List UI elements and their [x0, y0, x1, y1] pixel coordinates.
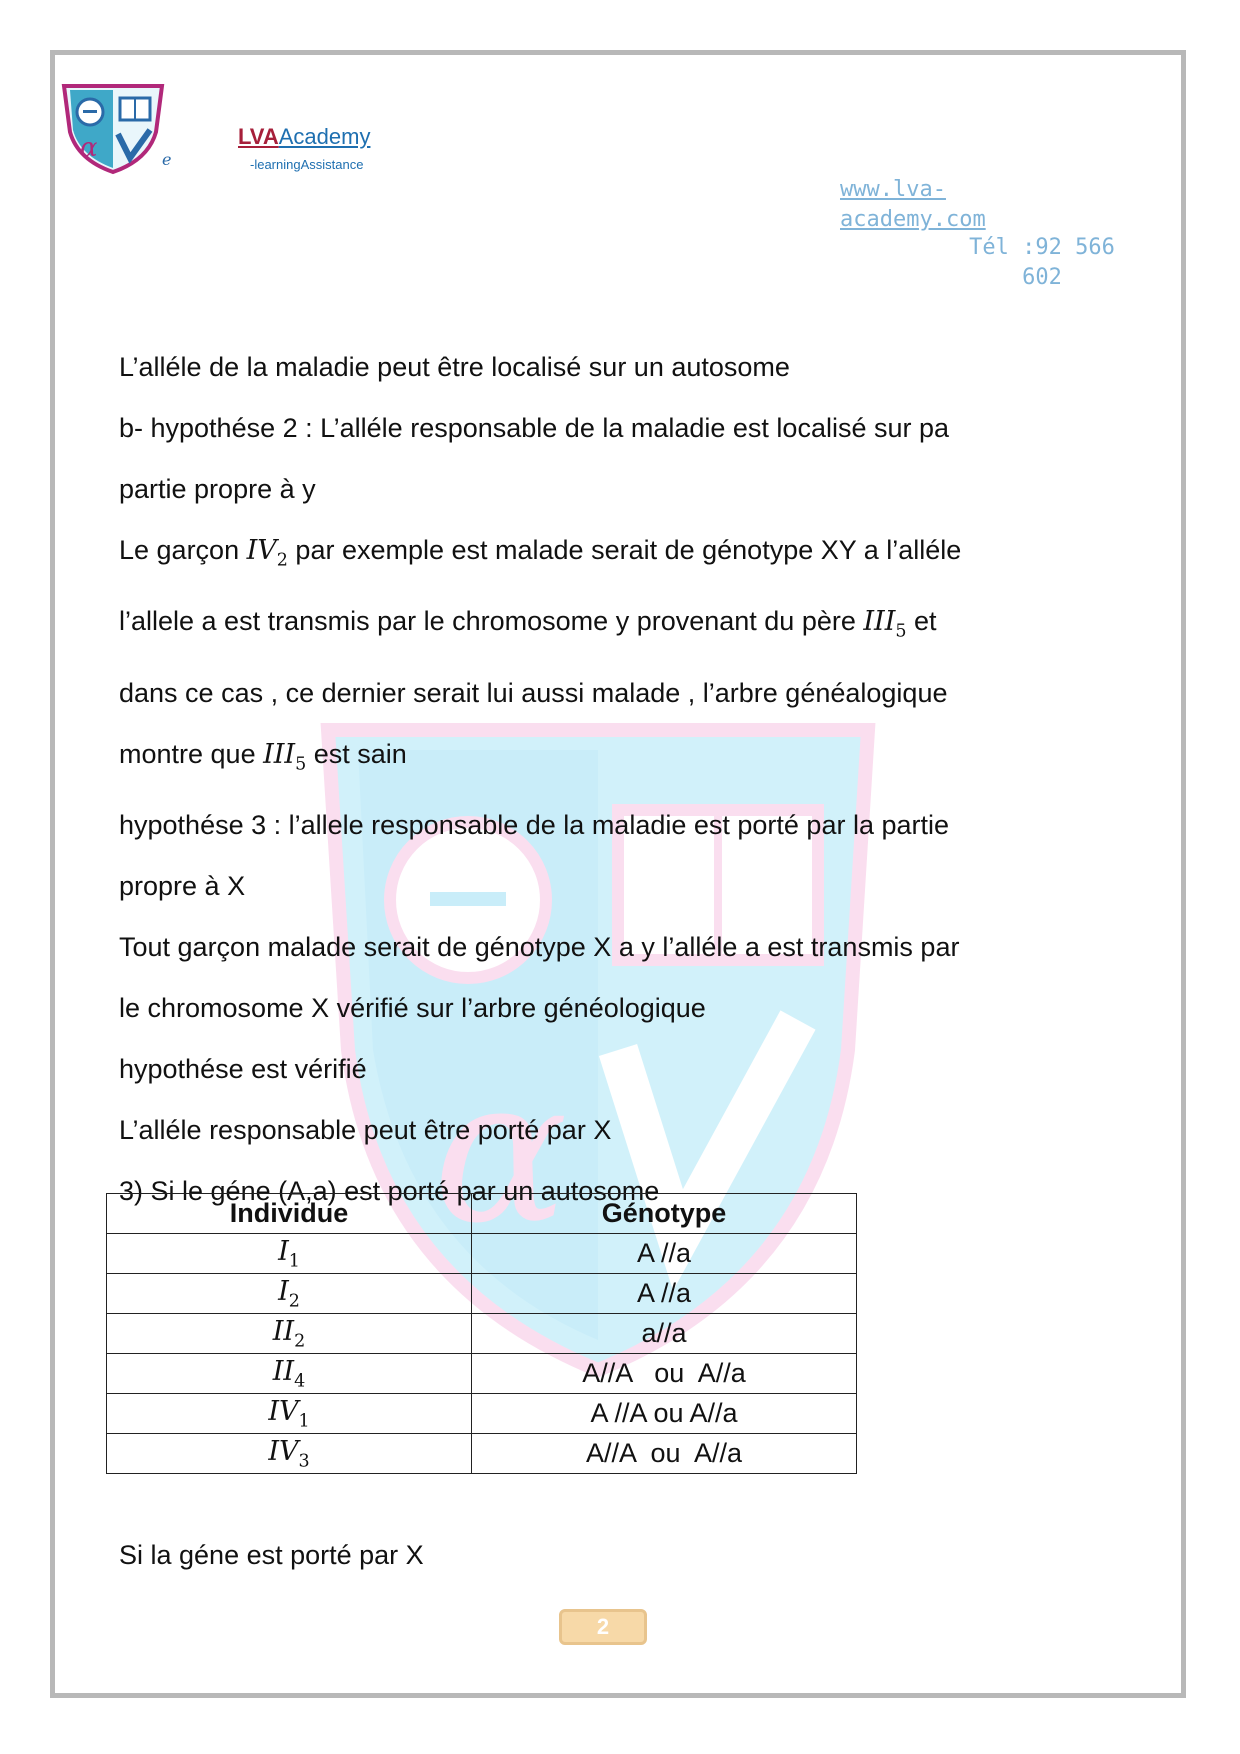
- text-line: propre à X: [119, 871, 246, 902]
- table-row: [107, 1314, 857, 1354]
- individual-cell: $IV_1$: [107, 1394, 472, 1434]
- math-symbol: $IV_2$: [246, 535, 288, 571]
- website-link[interactable]: www.lva-academy.com: [840, 177, 986, 232]
- svg-text:α: α: [433, 1035, 569, 1268]
- genotype-cell: A //a: [472, 1234, 857, 1274]
- table-row: [107, 1434, 857, 1474]
- text-line: Le garçon $IV_2$ par exemple est malade serait de génotype XY a l’alléle: [119, 535, 962, 571]
- text-line: hypothése 3 : l’allele responsable de la maladie est porté par la partie: [119, 810, 950, 841]
- logo-letter: e: [162, 150, 172, 169]
- table-row: [107, 1354, 857, 1394]
- individual-cell: $II_2$: [107, 1314, 472, 1354]
- genotype-cell: A//A ou A//a: [472, 1354, 857, 1394]
- closing-text-line: Si la géne est porté par X: [119, 1540, 424, 1570]
- text-line: Tout garçon malade serait de génotype X a y l’alléle a est transmis par: [119, 932, 960, 963]
- individual-cell: $I_1$: [107, 1234, 472, 1274]
- table-row: [107, 1234, 857, 1274]
- genotype-table: [106, 1193, 857, 1474]
- text-line: partie propre à y: [119, 474, 316, 504]
- brand-prefix: LVA: [238, 124, 279, 149]
- genotype-cell: A //A ou A//a: [472, 1394, 857, 1434]
- table-row: [107, 1394, 857, 1434]
- genotype-cell: A//A ou A//a: [472, 1434, 857, 1474]
- text-line: L’alléle de la maladie peut être localisé sur un autosome: [119, 352, 790, 382]
- text-line: b- hypothése 2 : L’alléle responsable de la maladie est localisé sur pa: [119, 413, 950, 443]
- brand-tagline: -learningAssistance: [250, 157, 364, 172]
- text-line: L’alléle responsable peut être porté par X: [119, 1115, 612, 1146]
- text-line: l’allele a est transmis par le chromosome y provenant du père $III_5$ et: [119, 606, 937, 642]
- text-line: hypothése est vérifié: [119, 1054, 367, 1085]
- math-symbol: $III_5$: [863, 606, 907, 642]
- individual-cell: $II_4$: [107, 1354, 472, 1394]
- text-line: le chromosome X vérifié sur l’arbre généologique: [119, 993, 706, 1024]
- page-number-badge: 2: [559, 1609, 647, 1645]
- text-line: montre que $III_5$ est sain: [119, 738, 407, 775]
- table-row: [107, 1274, 857, 1314]
- individual-cell: $I_2$: [107, 1274, 472, 1314]
- text-line: dans ce cas , ce dernier serait lui aussi malade , l’arbre généalogique: [119, 677, 948, 708]
- document-body: [119, 337, 1099, 1222]
- math-symbol: $III_5$: [263, 738, 307, 775]
- phone-number: Tél :92 566 602: [969, 235, 1115, 290]
- table-header-row: [107, 1194, 857, 1234]
- text-line: 3) Si le géne (A,a) est porté par un autosome: [119, 1176, 660, 1207]
- brand-name: [238, 124, 370, 150]
- brand-suffix: Academy: [278, 124, 371, 149]
- individual-cell: $IV_3$: [107, 1434, 472, 1474]
- genotype-cell: a//a: [472, 1314, 857, 1354]
- table-header-genotype: Génotype: [472, 1194, 857, 1234]
- academy-shield-logo-icon: [58, 80, 168, 176]
- genotype-cell: A //a: [472, 1274, 857, 1314]
- table-header-individual: Individue: [107, 1194, 472, 1234]
- svg-text:α: α: [80, 133, 98, 163]
